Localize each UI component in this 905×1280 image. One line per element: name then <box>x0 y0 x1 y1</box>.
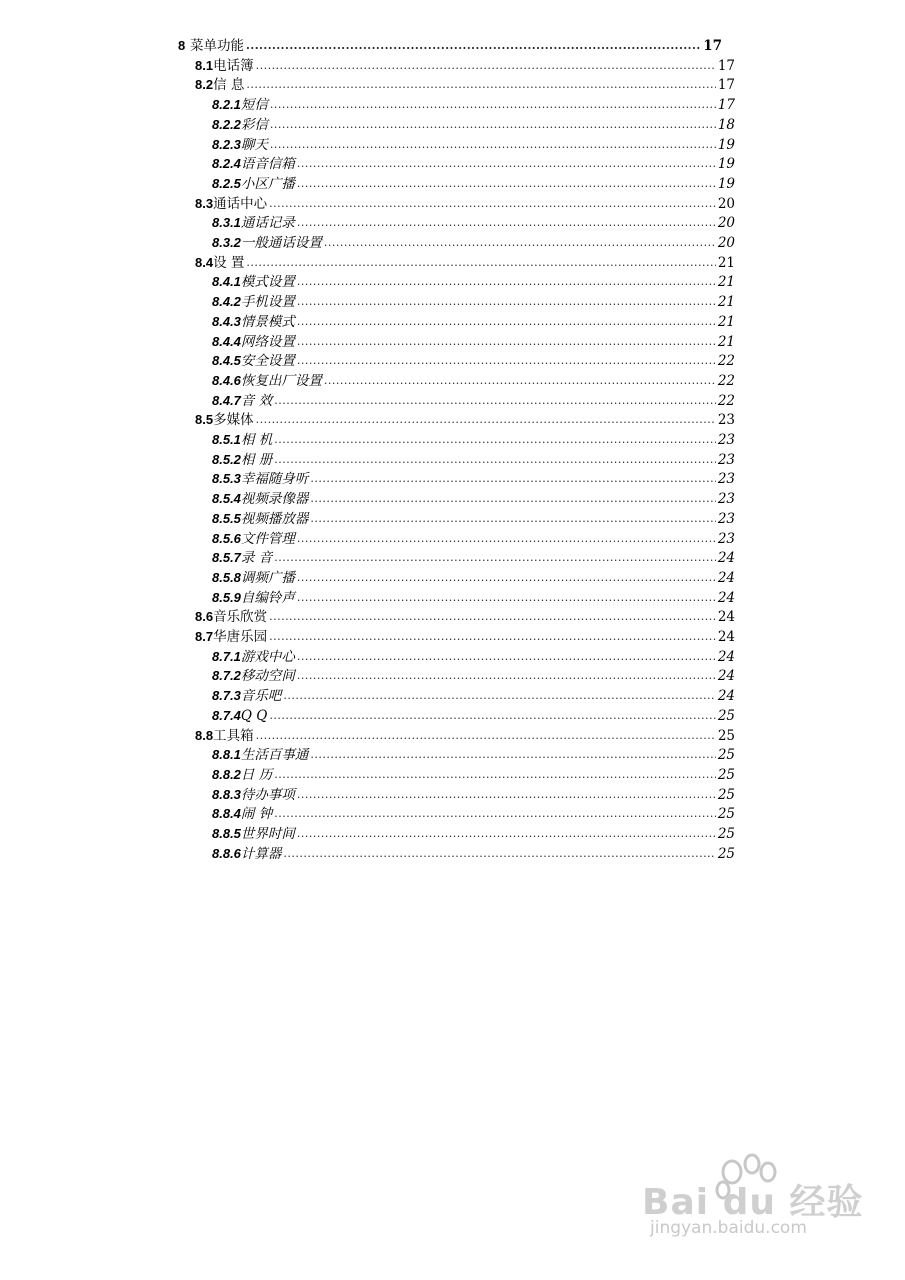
toc-entry[interactable] <box>212 588 735 608</box>
toc-entry-number: 8.2.4 <box>212 156 241 172</box>
toc-entry[interactable] <box>212 666 735 686</box>
toc-entry-page: 24 <box>717 629 735 645</box>
toc-entry-page: 22 <box>717 392 735 409</box>
toc-entry-number: 8.8.3 <box>212 786 241 802</box>
toc-entry[interactable] <box>212 686 735 706</box>
toc-entry-page: 24 <box>717 648 735 665</box>
toc-entry-page: 25 <box>717 826 735 842</box>
toc-entry-title: 录 音 <box>240 550 273 567</box>
toc-entry-title: 华唐乐园 <box>213 629 268 645</box>
toc-entry-title: 小区广播 <box>240 175 295 192</box>
toc-entry-number: 8.3.1 <box>212 215 241 231</box>
toc-entry-title: 情景模式 <box>240 313 295 330</box>
toc-entry-number: 8.8.2 <box>212 766 241 782</box>
toc-entry-title: 视频录像器 <box>240 491 309 508</box>
toc-entry-number: 8.4.6 <box>212 372 241 388</box>
toc-entry[interactable] <box>212 430 735 450</box>
toc-entry-page: 21 <box>717 294 735 311</box>
toc-entry-number: 8.7.1 <box>212 648 241 664</box>
toc-entry-title: 安全设置 <box>240 353 295 370</box>
toc-entry-page: 25 <box>717 786 735 803</box>
toc-entry-page: 23 <box>717 432 735 448</box>
toc-entry-number: 8.4.2 <box>212 294 241 310</box>
toc-entry-number: 8.5.8 <box>212 569 241 585</box>
toc-entry-page: 25 <box>717 707 735 724</box>
toc-entry-page: 20 <box>717 215 735 232</box>
dot-leader <box>297 292 716 312</box>
toc-entry-number: 8.4.3 <box>212 313 241 329</box>
toc-entry-title: 生活百事通 <box>240 747 309 764</box>
toc-entry-title: 手机设置 <box>240 294 295 311</box>
toc-entry[interactable] <box>212 174 735 194</box>
toc-entry-title: 游戏中心 <box>240 648 295 665</box>
toc-entry-page: 24 <box>717 550 735 567</box>
dot-leader <box>274 450 716 470</box>
toc-entry[interactable] <box>178 36 722 56</box>
toc-entry-page: 25 <box>717 747 735 764</box>
dot-leader <box>274 765 716 785</box>
toc-entry-number: 8.5.9 <box>212 589 241 605</box>
dot-leader <box>297 666 716 686</box>
toc-entry-page: 17 <box>717 97 735 114</box>
toc-entry-page: 17 <box>717 77 735 94</box>
toc-entry-title: 调频广播 <box>240 569 295 586</box>
toc-entry-page: 25 <box>717 806 735 823</box>
toc-entry-page: 21 <box>717 313 735 330</box>
toc-entry-title: Q Q <box>240 707 268 724</box>
toc-entry[interactable] <box>212 824 735 844</box>
toc-entry-number: 8.5.5 <box>212 510 241 526</box>
dot-leader <box>297 213 716 233</box>
dot-leader <box>269 607 716 627</box>
toc-entry-title: 模式设置 <box>240 274 295 291</box>
toc-entry-number: 8.7 <box>195 629 214 644</box>
toc-entry[interactable] <box>212 785 735 805</box>
toc-entry-page: 20 <box>717 195 735 212</box>
toc-entry-title: 移动空间 <box>240 668 295 685</box>
toc-entry-page: 21 <box>717 333 735 350</box>
toc-entry[interactable] <box>212 489 735 509</box>
toc-entry-number: 8.5.4 <box>212 491 241 507</box>
toc-entry[interactable] <box>212 529 735 549</box>
dot-leader <box>310 489 715 509</box>
dot-leader <box>283 844 715 864</box>
toc-entry-number: 8.2.3 <box>212 136 241 152</box>
toc-entry[interactable] <box>212 371 735 391</box>
toc-entry[interactable] <box>212 135 735 155</box>
toc-entry-title: 幸福随身听 <box>240 471 309 488</box>
toc-entry-page: 21 <box>717 274 735 291</box>
dot-leader <box>283 686 715 706</box>
toc-entry[interactable] <box>212 469 735 489</box>
toc-entry-title: 恢复出厂设置 <box>240 372 322 389</box>
toc-entry-title: 计算器 <box>240 845 282 862</box>
dot-leader <box>269 627 716 647</box>
toc-entry-number: 8.4.4 <box>212 333 241 349</box>
toc-entry-page: 24 <box>717 668 735 685</box>
toc-entry-page: 23 <box>717 451 735 468</box>
toc-entry-number: 8.7.4 <box>212 707 241 723</box>
toc-entry-page: 25 <box>717 727 735 744</box>
toc-entry-title: 音 效 <box>240 392 273 409</box>
toc-entry-title: 短信 <box>240 97 268 114</box>
dot-leader <box>270 95 716 115</box>
dot-leader <box>297 332 716 352</box>
toc-entry[interactable] <box>195 726 735 746</box>
dot-leader <box>274 430 716 450</box>
toc-entry[interactable] <box>212 312 735 332</box>
toc-entry-number: 8.8.4 <box>212 806 241 822</box>
dot-leader <box>246 75 715 95</box>
toc-entry[interactable] <box>212 115 735 135</box>
toc-entry-page: 24 <box>717 688 735 705</box>
toc-entry-title: 通话记录 <box>240 215 295 232</box>
toc-entry[interactable] <box>212 765 735 785</box>
toc-entry-number: 8.8.5 <box>212 826 241 841</box>
dot-leader <box>269 706 715 726</box>
toc-entry[interactable] <box>212 213 735 233</box>
toc-entry-number: 8.3.2 <box>212 235 241 250</box>
toc-entry[interactable] <box>212 233 735 253</box>
toc-entry[interactable] <box>212 332 735 352</box>
toc-entry-number: 8.4.5 <box>212 353 241 369</box>
dot-leader <box>274 391 716 411</box>
dot-leader <box>310 469 715 489</box>
dot-leader <box>297 351 716 371</box>
toc-entry[interactable] <box>212 548 735 568</box>
toc-entry-title: 多媒体 <box>213 412 254 429</box>
dot-leader <box>324 371 716 391</box>
toc-entry-number: 8.6 <box>195 609 214 625</box>
toc-entry-page: 17 <box>717 57 735 74</box>
toc-entry-number: 8.4.7 <box>212 392 241 408</box>
toc-entry-number: 8.3 <box>195 195 214 211</box>
toc-entry-number: 8.7.2 <box>212 668 241 684</box>
toc-entry-page: 25 <box>717 766 735 783</box>
toc-entry-title: 通话中心 <box>213 195 268 212</box>
toc-entry[interactable] <box>212 292 735 312</box>
toc-entry[interactable] <box>195 194 735 214</box>
toc-entry-number: 8.8.6 <box>212 845 241 861</box>
toc-entry-page: 23 <box>717 491 735 508</box>
toc-entry[interactable] <box>195 607 735 627</box>
toc-entry-number: 8.5.2 <box>212 451 241 467</box>
toc-entry-number: 8.8.1 <box>212 747 241 763</box>
toc-entry-number: 8.1 <box>195 57 214 73</box>
toc-entry-page: 24 <box>717 609 735 626</box>
dot-leader <box>297 568 716 588</box>
toc-entry-page: 23 <box>717 471 735 488</box>
toc-entry-number: 8.5.7 <box>212 550 241 566</box>
dot-leader <box>297 312 716 332</box>
toc-entry-page: 22 <box>717 372 735 389</box>
dot-leader <box>246 36 701 56</box>
toc-entry-page: 24 <box>717 569 735 586</box>
toc-entry-page: 23 <box>717 412 735 429</box>
toc-entry-page: 23 <box>717 510 735 527</box>
toc-entry[interactable] <box>212 391 735 411</box>
toc-entry-number: 8 <box>178 38 186 53</box>
toc-entry[interactable] <box>212 351 735 371</box>
toc-entry-page: 19 <box>717 156 735 173</box>
dot-leader <box>246 253 715 273</box>
toc-entry[interactable] <box>212 272 735 292</box>
toc-entry-page: 23 <box>717 530 735 547</box>
baidu-jingyan-watermark <box>640 1150 870 1240</box>
toc-entry-title: 文件管理 <box>240 530 295 547</box>
dot-leader <box>256 726 716 746</box>
toc-entry[interactable] <box>212 95 735 115</box>
watermark-brand: Bai du 经验 <box>642 1182 864 1223</box>
toc-entry-title: 网络设置 <box>240 333 295 350</box>
dot-leader <box>297 529 716 549</box>
toc-entry[interactable] <box>212 509 735 529</box>
toc-entry-title: 自编铃声 <box>240 589 295 606</box>
dot-leader <box>274 804 716 824</box>
toc-entry-number: 8.2.1 <box>212 97 241 113</box>
dot-leader <box>256 56 716 76</box>
toc-entry-page: 18 <box>717 116 735 133</box>
toc-entry-title: 闹 钟 <box>240 806 273 823</box>
toc-entry-number: 8.2.2 <box>212 116 241 132</box>
toc-entry-title: 视频播放器 <box>240 510 309 527</box>
toc-entry[interactable] <box>212 568 735 588</box>
dot-leader <box>270 135 716 155</box>
dot-leader <box>297 174 716 194</box>
toc-entry-page: 24 <box>717 589 735 606</box>
dot-leader <box>297 272 716 292</box>
dot-leader <box>297 824 716 844</box>
toc-entry-title: 电话簿 <box>213 57 254 74</box>
toc-entry-page: 19 <box>717 136 735 153</box>
toc-entry-title: 彩信 <box>240 116 268 133</box>
toc-entry-number: 8.2.5 <box>212 175 241 191</box>
dot-leader <box>274 548 716 568</box>
toc-entry-title: 相 机 <box>240 432 273 448</box>
toc-entry-page: 25 <box>717 845 735 862</box>
toc-entry-page: 21 <box>717 254 735 271</box>
toc-entry-number: 8.5.3 <box>212 471 241 487</box>
toc-entry-title: 音乐欣赏 <box>213 609 268 626</box>
dot-leader <box>256 410 716 430</box>
toc-entry-number: 8.7.3 <box>212 688 241 704</box>
toc-entry-page: 17 <box>703 38 722 54</box>
toc-entry[interactable] <box>212 154 735 174</box>
toc-entry[interactable] <box>195 56 735 76</box>
toc-entry-number: 8.5.1 <box>212 432 241 447</box>
toc-entry-number: 8.5.6 <box>212 530 241 546</box>
toc-entry[interactable] <box>212 706 735 726</box>
toc-entry-page: 22 <box>717 353 735 370</box>
toc-entry-page: 20 <box>717 235 735 251</box>
toc-entry-number: 8.4 <box>195 254 214 270</box>
dot-leader <box>324 233 716 253</box>
toc-entry[interactable] <box>195 75 735 95</box>
toc-entry-title: 工具箱 <box>213 727 254 744</box>
toc-entry-title: 待办事项 <box>240 786 295 803</box>
toc-entry-title: 信 息 <box>213 77 245 94</box>
toc-entry[interactable] <box>212 844 735 864</box>
toc-entry-number: 8.5 <box>195 412 214 428</box>
toc-entry-title: 设 置 <box>213 254 245 271</box>
toc-entry[interactable] <box>212 804 735 824</box>
toc-entry[interactable] <box>195 253 735 273</box>
toc-entry-title: 语音信箱 <box>240 156 295 173</box>
dot-leader <box>297 154 716 174</box>
toc-entry[interactable] <box>212 647 735 667</box>
toc-entry-title: 日 历 <box>240 766 273 783</box>
toc-entry-page: 19 <box>717 175 735 192</box>
dot-leader <box>310 745 715 765</box>
toc-entry-title: 菜单功能 <box>190 38 245 54</box>
toc-entry-title: 聊天 <box>240 136 268 153</box>
toc-entry-title: 一般通话设置 <box>240 235 322 251</box>
dot-leader <box>297 785 716 805</box>
toc-entry-number: 8.2 <box>195 77 214 93</box>
toc-entry-title: 音乐吧 <box>240 688 282 705</box>
dot-leader <box>269 194 716 214</box>
watermark-url: jingyan.baidu.com <box>650 1218 807 1238</box>
toc-entry[interactable] <box>212 450 735 470</box>
dot-leader <box>270 115 716 135</box>
toc-entry[interactable] <box>195 627 735 647</box>
toc-entry-number: 8.8 <box>195 727 214 743</box>
toc-entry-number: 8.4.1 <box>212 274 241 290</box>
toc-entry-title: 世界时间 <box>240 826 295 842</box>
dot-leader <box>297 588 716 608</box>
dot-leader <box>297 647 716 667</box>
toc-entry[interactable] <box>212 745 735 765</box>
dot-leader <box>310 509 715 529</box>
toc-entry[interactable] <box>195 410 735 430</box>
toc-entry-title: 相 册 <box>240 451 273 468</box>
